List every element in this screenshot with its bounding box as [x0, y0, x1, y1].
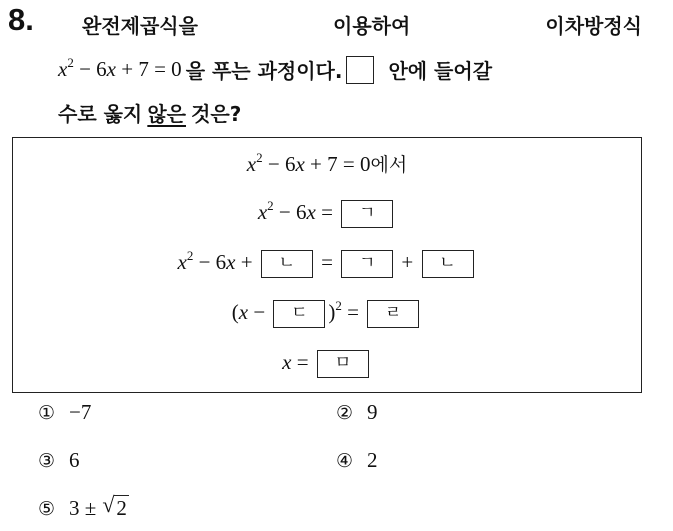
solution-process-box [12, 137, 642, 393]
question-number: 8. [8, 2, 34, 37]
blank-a-box: ㄱ [341, 200, 393, 228]
choice-value: 6 [69, 448, 80, 472]
choice-5[interactable] [38, 492, 129, 521]
choice-2[interactable] [336, 400, 378, 425]
radicand: 2 [116, 496, 127, 520]
choice-1[interactable] [38, 400, 91, 425]
process-suffix: 에서 [370, 154, 408, 176]
stem-word: 완전제곱식을 [82, 14, 198, 38]
process-line-3: $x^2 - 6x$ + ㄴ = ㄱ + ㄴ [13, 250, 641, 278]
process-line-1: $x^2 - 6x + 7 = 0$에서 [246, 150, 408, 176]
radical-sign-icon: √ [102, 492, 115, 517]
stem-word: 이용하여 [333, 14, 411, 38]
stem-text: 을 푸는 과정이다. [185, 59, 343, 83]
blank-e-box: ㅁ [317, 350, 369, 378]
stem-text: 수로 옳지 [58, 102, 143, 126]
stem-underlined-text: 않은 [147, 102, 186, 126]
choice-number: ② [336, 401, 354, 424]
choice-number: ① [38, 401, 56, 424]
stem-text: 것은? [191, 102, 242, 126]
question-stem-line2 [58, 55, 492, 84]
question-stem-line3 [58, 98, 241, 127]
process-line-5: x = ㅁ [13, 350, 641, 378]
choice-value: 9 [367, 400, 378, 424]
choice-3[interactable] [38, 448, 80, 473]
blank-b-box: ㄴ [422, 250, 474, 278]
stem-equation: $x^2 - 6x + 7 = 0$ [58, 55, 182, 81]
choice-value: 2 [367, 448, 378, 472]
choice-4[interactable] [336, 448, 378, 473]
stem-text: 안에 들어갈 [388, 59, 493, 83]
blank-d-box: ㄹ [367, 300, 419, 328]
choice-value: −7 [69, 400, 92, 424]
choice-number: ⑤ [38, 497, 56, 520]
process-line-4: (x − ㄷ )$^2$ = ㄹ [13, 300, 641, 328]
square-root [102, 492, 129, 521]
choice-number: ④ [336, 449, 354, 472]
blank-b-box: ㄴ [261, 250, 313, 278]
choice-number: ③ [38, 449, 56, 472]
blank-box-icon [346, 56, 374, 84]
question-stem-line1 [82, 10, 642, 39]
blank-a-box: ㄱ [341, 250, 393, 278]
blank-c-box: ㄷ [273, 300, 325, 328]
process-line-2: $x^2 - 6x$ = ㄱ [13, 200, 641, 228]
stem-word: 이차방정식 [545, 14, 642, 38]
choice-value: 3 ± [69, 496, 97, 520]
